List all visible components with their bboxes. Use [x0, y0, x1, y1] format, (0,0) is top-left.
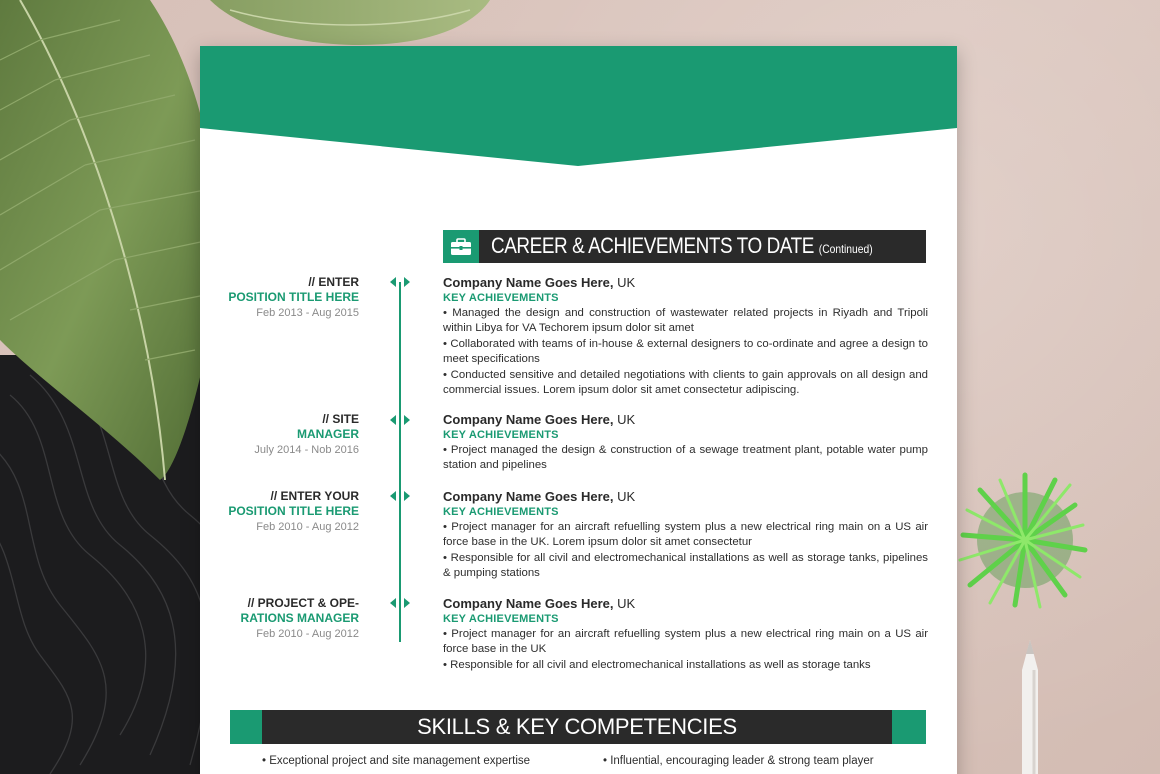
role-block: [200, 275, 359, 321]
role-prefix: // ENTER: [308, 275, 359, 289]
company-name: Company Name Goes Here, UK: [443, 489, 636, 504]
pen-decoration: [1010, 640, 1050, 774]
role-dates: Feb 2013 - Aug 2015: [256, 307, 359, 319]
achievement-item: • Project manager for an aircraft refuelling system plus a new electrical ring main on a US air force base in the UK: [443, 628, 928, 656]
timeline-marker: [390, 598, 410, 608]
role-prefix: // SITE: [322, 412, 359, 426]
company-name: Company Name Goes Here, UK: [443, 596, 636, 611]
role-title: MANAGER: [297, 427, 359, 441]
company-location: UK: [617, 596, 636, 611]
role-title: POSITION TITLE HERE: [228, 290, 359, 304]
role-dates: July 2014 - Nob 2016: [254, 444, 359, 456]
header-banner: [200, 46, 957, 171]
company-name: Company Name Goes Here, UK: [443, 412, 636, 427]
achievement-item: • Conducted sensitive and detailed negotiations with clients to gain approvals on all design and commercial issues. Lorem ipsum dolor sit amet consectetur adipiscing.: [443, 368, 928, 397]
role-title: POSITION TITLE HERE: [228, 504, 359, 518]
plant-decoration: [955, 465, 1095, 615]
role-title: RATIONS MANAGER: [240, 611, 359, 625]
achievement-item: • Managed the design and construction of wastewater related projects in Riyadh and Tripoli within Libya for VA Techorem ipsum dolor sit amet: [443, 307, 928, 335]
achievements-label: KEY ACHIEVEMENTS: [443, 429, 559, 441]
company-location: UK: [617, 275, 636, 290]
timeline-marker: [390, 277, 410, 287]
briefcase-icon: [443, 230, 479, 263]
role-prefix: // ENTER YOUR: [270, 489, 359, 503]
job-entry: [443, 412, 928, 474]
section-title: CAREER & ACHIEVEMENTS TO DATE (Continued): [491, 233, 873, 258]
resume-page: [200, 46, 957, 774]
achievement-item: • Responsible for all civil and electromechanical installations as well as storage tanks, pipelines & pumping stations: [443, 551, 928, 580]
role-block: [200, 412, 359, 458]
achievement-item: • Project manager for an aircraft refuelling system plus a new electrical ring main on a US air force base in the UK. Lorem ipsum dolor sit amet consectetur: [443, 521, 928, 549]
skills-title: SKILLS & KEY COMPETENCIES: [417, 714, 737, 739]
role-dates: Feb 2010 - Aug 2012: [256, 628, 359, 640]
achievements-label: KEY ACHIEVEMENTS: [443, 613, 559, 625]
achievement-item: • Project managed the design & construction of a sewage treatment plant, potable water pump station and pipelines: [443, 444, 928, 472]
company-name: Company Name Goes Here, UK: [443, 275, 636, 290]
timeline-marker: [390, 491, 410, 501]
company-location: UK: [617, 412, 636, 427]
timeline-line: [399, 282, 401, 642]
skills-header-inner: [262, 710, 892, 744]
timeline-marker: [390, 415, 410, 425]
skills-header: [230, 710, 926, 744]
skill-item: • Exceptional project and site management expertise: [262, 755, 531, 767]
role-dates: Feb 2010 - Aug 2012: [256, 521, 359, 533]
job-entry: [443, 596, 928, 673]
job-entry: [443, 489, 928, 582]
role-block: [200, 596, 359, 642]
section-subtitle: (Continued): [818, 242, 873, 256]
skill-item: • Influential, encouraging leader & strong team player: [603, 755, 874, 767]
role-block: [200, 489, 359, 535]
achievements-label: KEY ACHIEVEMENTS: [443, 506, 559, 518]
company-location: UK: [617, 489, 636, 504]
achievement-item: • Responsible for all civil and electromechanical installations as well as storage tanks: [443, 658, 871, 671]
achievements-label: KEY ACHIEVEMENTS: [443, 292, 559, 304]
achievement-item: • Collaborated with teams of in-house & external designers to co-ordinate and agree a design to meet specifications: [443, 337, 928, 366]
section-header: [443, 230, 926, 263]
job-entry: [443, 275, 928, 398]
role-prefix: // PROJECT & OPE-: [247, 596, 359, 610]
